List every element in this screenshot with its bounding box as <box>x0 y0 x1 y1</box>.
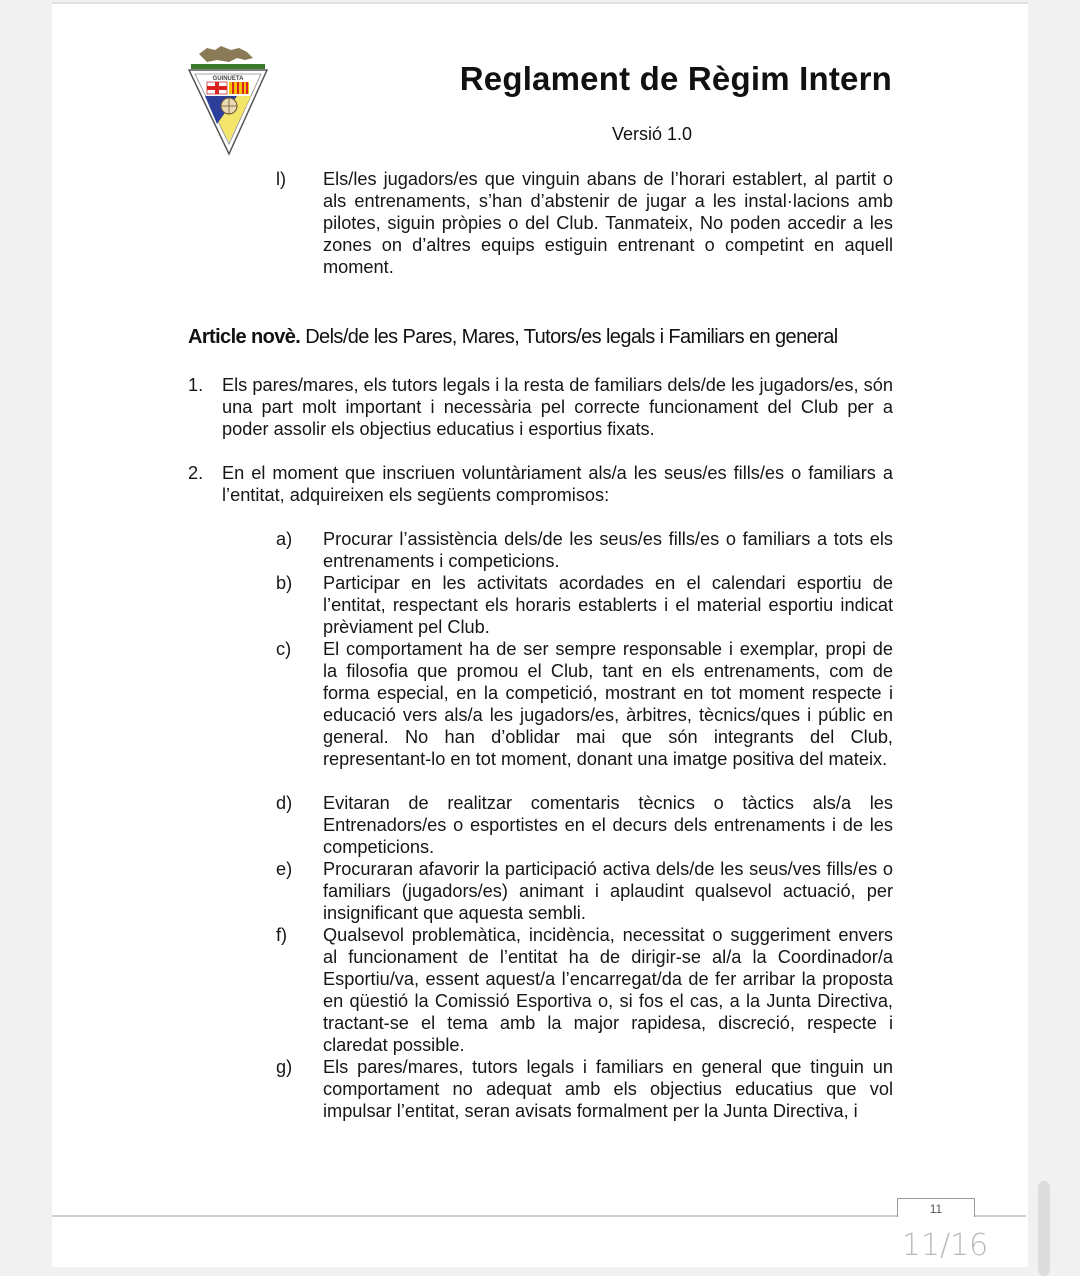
list-item-text: Qualsevol problemàtica, incidència, necessitat o suggeriment envers al funcionament de l’entitat ha de dirigir-se al/a la Coordinador/a Esportiu/va, essent aquest/a l’encarregat/da de fer arribar la proposta en qüestió la Comissió Esportiva o, si fos el cas, a la Junta Directiva, tractant-se el tema amb la major rapidesa, discreció, respecte i claredat possible. <box>323 925 893 1055</box>
footer-divider <box>52 1215 1026 1217</box>
list-marker: 1. <box>188 375 204 395</box>
list-item <box>276 168 893 278</box>
page-counter: 11/16 <box>901 1228 989 1263</box>
list-item <box>276 858 893 924</box>
list-marker: c) <box>276 639 292 659</box>
footer-page-number: 11 <box>897 1198 975 1217</box>
list-item-text: Els pares/mares, els tutors legals i la resta de familiars dels/de les jugadors/es, són una part molt important i necessària pel correcte funcionament del Club per a poder assolir els objectius educatius i esportius fixats. <box>222 375 893 439</box>
svg-text:GUINUETA: GUINUETA <box>212 76 244 82</box>
article-heading <box>188 326 908 349</box>
list-item-text: Participar en les activitats acordades en el calendari esportiu de l’entitat, respectant els horaris establerts i el material esportiu indicat prèviament pel Club. <box>323 573 893 637</box>
list-marker: g) <box>276 1057 293 1077</box>
list-item <box>276 1056 893 1122</box>
list-marker: b) <box>276 573 293 593</box>
document-title: Reglament de Règim Intern <box>459 60 892 97</box>
club-crest-logo <box>187 44 269 156</box>
list-marker: e) <box>276 859 293 879</box>
document-page <box>52 2 1028 1267</box>
list-item-text: Procurar l’assistència dels/de les seus/es fills/es o familiars a tots els entrenaments i competicions. <box>323 529 893 571</box>
document-version: Versió 1.0 <box>611 124 693 144</box>
list-item-text: Evitaran de realitzar comentaris tècnics o tàctics als/a les Entrenadors/es o esportistes en el decurs dels entrenaments i de les competicions. <box>323 793 893 857</box>
club-crest-icon <box>187 44 269 156</box>
list-item <box>276 792 893 858</box>
list-item <box>276 572 893 638</box>
list-marker: d) <box>276 793 293 813</box>
list-marker: f) <box>276 925 288 945</box>
numbered-item <box>188 462 893 506</box>
list-item-text: Procuraran afavorir la participació activa dels/de les seus/ves fills/es o familiars (jugadors/es) animant i aplaudint qualsevol actuació, per insignificant que aquesta sembli. <box>323 859 893 923</box>
list-item <box>276 638 893 770</box>
article-title: Dels/de les Pares, Mares, Tutors/es legals i Familiars en general <box>300 326 838 348</box>
list-item <box>276 924 893 1056</box>
list-marker: 2. <box>188 463 204 483</box>
vertical-scrollbar[interactable] <box>1038 1181 1050 1276</box>
list-item-text: En el moment que inscriuen voluntàriament als/a les seus/es fills/es o familiars a l’entitat, adquireixen els següents compromisos: <box>222 463 893 505</box>
list-item-text: El comportament ha de ser sempre responsable i exemplar, propi de la filosofia que promou el Club, tant en els entrenaments, com de forma especial, en la competició, mostrant en tot moment respecte i educació vers als/a les jugadors/es, àrbitres, tècnics/ques i públic en general. No han d’oblidar mai que són integrants del Club, representant-lo en tot moment, donant una imatge positiva del mateix. <box>323 639 893 769</box>
list-marker: l) <box>276 169 287 189</box>
list-item-text: Els/les jugadors/es que vinguin abans de l’horari establert, al partit o als entrenaments, s’han d’abstenir de jugar a les instal·lacions amb pilotes, siguin pròpies o del Club. Tanmateix, No poden accedir a les zones on d’altres equips estiguin entrenant o competint en aquell moment. <box>323 169 893 277</box>
list-item <box>276 528 893 572</box>
list-item-text: Els pares/mares, tutors legals i familiars en general que tinguin un comportament no adequat amb els objectius educatius que vol impulsar l’entitat, seran avisats formalment per la Junta Directiva, i <box>323 1057 893 1121</box>
article-label: Article novè. <box>188 326 301 348</box>
numbered-item <box>188 374 893 440</box>
list-marker: a) <box>276 529 293 549</box>
